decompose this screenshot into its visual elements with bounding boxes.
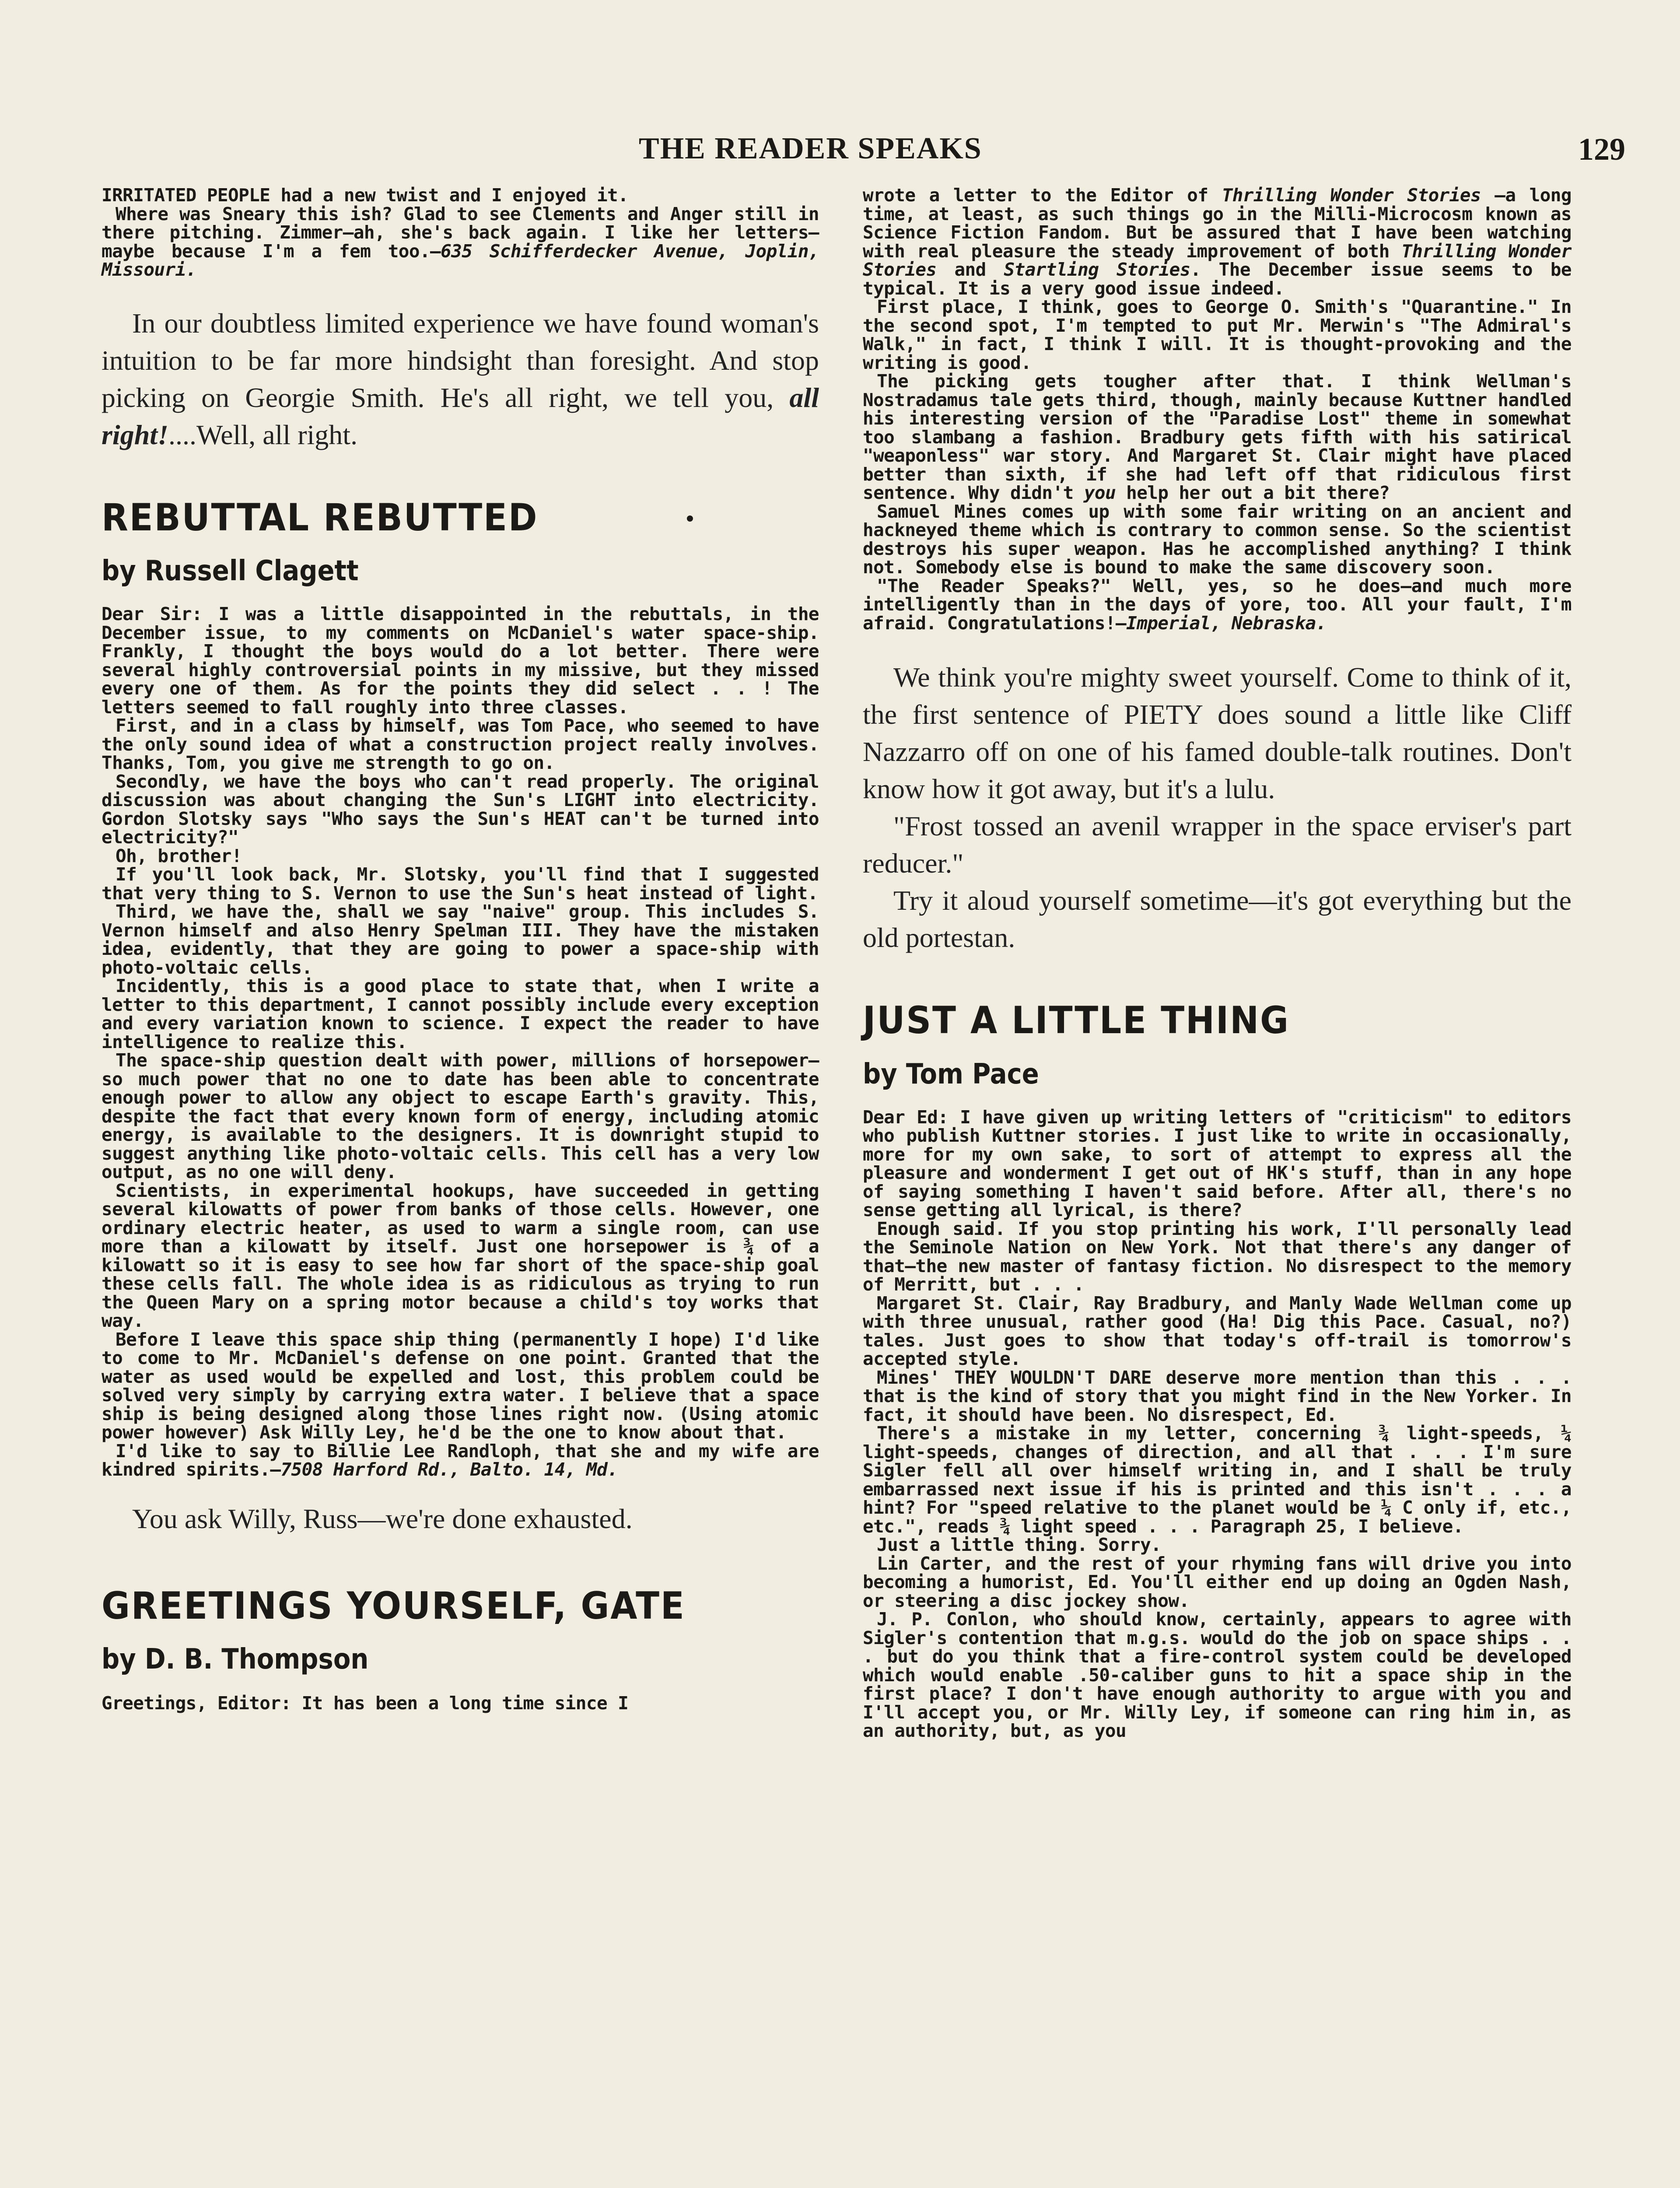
letter-text: —a long time, at least, as such things go in the Milli-Microcosm known as Science Fiction Fandom. But be assured that I have been watching with real pleasure the steady improvement of both xyxy=(863,185,1572,262)
magazine-name: Startling Stories xyxy=(1004,259,1190,280)
letter-text: The picking gets tougher after that. I think Wellman's Nostradamus tale gets third, though, mainly because Kuttner handled his interesting version of the "Paradise Lost" theme in somewhat too slambang a fashion. Bradbury gets fifth with his satirical "weaponless" war story. And Margaret St. Clair might have placed better than sixth, if she had left off that ridiculous first sentence. Why didn't xyxy=(863,371,1572,503)
letter-text: wrote a letter to the Editor of xyxy=(863,185,1222,206)
letter-paragraph: Dear Sir: I was a little disappointed in the rebuttals, in the December issue, to my comments on McDaniel's water space-ship. Frankly, I thought the boys would do a lot better. There were several highly controversial points in my missive, but they missed every one of them. As for the points they did select . . ! The letters seemed to fall roughly into three classes. xyxy=(102,603,819,718)
letter-paragraph: The space-ship question dealt with power, millions of horsepower—so much power that no one to date has been able to concentrate enough power to allow any object to escape Earth's gravity. This, despite the fact that every known form of energy, including atomic energy, is available to the designers. It is downright stupid to suggest anything like photo-voltaic cells. This cell has a very low output, as no one will deny. xyxy=(102,1050,819,1183)
letter-paragraph: IRRITATED PEOPLE had a new twist and I enjoyed it. xyxy=(102,185,629,206)
letter-paragraph: Margaret St. Clair, Ray Bradbury, and Manly Wade Wellman come up with three unusual, rather good (Ha! Dig this Pace. Casual, no?) tales. Just goes to show that today's off-trail is tomorrow's accepted style. xyxy=(863,1292,1572,1370)
letter-paragraph: J. P. Conlon, who should know, certainly, appears to agree with Sigler's contention that m.g.s. would do the job on space ships . . . but do you think that a fire-control system could be developed which would enable .50-caliber guns to hit a space ship in the first place? I don't have enough authority to argue with you and I'll accept you, or Mr. Willy Ley, if someone can ring him in, as an authority, but, as you xyxy=(863,1609,1572,1742)
letter-paragraph xyxy=(863,372,1572,502)
letter-paragraph: Dear Ed: I have given up writing letters of "criticism" to editors who publish Kuttner stories. I just like to write in occasionally, more for my own sake, to sort of attempt to express all the pleasure and wonderment I get out of HK's stuff, than in any hope of saying something I haven't said before. After all, there's no sense getting all lyrical, is there? xyxy=(863,1106,1572,1221)
page-number: 129 xyxy=(1578,132,1625,167)
letter-paragraph: There's a mistake in my letter, concerning ¾ light-speeds, ¼ light-speeds, changes of direction, and all that . . . I'm sure Sigler fell all over himself writing in, and I shall be truly embarrassed next issue if his is printed and this isn't . . . a hint? For "speed relative to the planet would be ¼ C only if, etc., etc.", reads ¾ light speed . . . Paragraph 25, I believe. xyxy=(863,1423,1572,1537)
running-head: THE READER SPEAKS xyxy=(639,132,982,165)
letter-paragraph xyxy=(863,577,1572,633)
letter-text: "The Reader Speaks?" Well, yes, so he does—and much more intelligently than in the days of yore, too. All your fault, I'm afraid. Congratulations!— xyxy=(863,575,1572,634)
editor-reply xyxy=(863,659,1572,956)
letter-paragraph xyxy=(863,186,1572,298)
letter-paragraph: First place, I think, goes to George O. Smith's "Quarantine." In the second spot, I'm tempted to put Mr. Merwin's "The Admiral's Walk," in fact, I think I will. It is thought-provoking and the writing is good. xyxy=(863,296,1572,373)
reply-paragraph: We think you're mighty sweet yourself. Come to think of it, the first sentence of PIETY does sound a little like Cliff Nazzarro off on one of his famed double-talk routines. Don't know how it got away, but it's a lulu. xyxy=(863,662,1572,804)
letter-paragraph: Secondly, we have the boys who can't read properly. The original discussion was about changing the Sun's LIGHT into electricity. Gordon Slotsky says "Who says the Sun's HEAT can't be turned into electricity?" xyxy=(102,771,819,848)
reply-paragraph: Try it aloud yourself sometime—it's got everything but the old portestan. xyxy=(863,885,1572,953)
letter-text: help her out a bit there? xyxy=(1116,482,1390,503)
letter-text: and xyxy=(936,259,1004,280)
letter-paragraph: Just a little thing. Sorry. xyxy=(877,1534,1162,1556)
byline-thompson: by D. B. Thompson xyxy=(102,1643,369,1676)
little-thing-letter xyxy=(863,1108,1572,1740)
magazine-name: Thrilling Wonder Stories xyxy=(1222,185,1481,206)
separator-dot xyxy=(687,515,693,522)
intro-letter xyxy=(102,186,819,279)
section-title-greetings: GREETINGS YOURSELF, GATE xyxy=(102,1584,686,1628)
letter-paragraph: Lin Carter, and the rest of your rhyming fans will drive you into becoming a humorist, Ed. You'll either end up doing an Ogden Nash, or steering a disc jockey show. xyxy=(863,1553,1572,1611)
letter-paragraph: Greetings, Editor: It has been a long time since I xyxy=(102,1693,629,1714)
letter-paragraph: Enough said. If you stop printing his work, I'll personally lead the Seminole Nation on New York. Not that there's any danger of that—the new master of fantasy fiction. No disrespect to the memory of Merritt, but . . . xyxy=(863,1218,1572,1295)
letter-paragraph: If you'll look back, Mr. Slotsky, you'll find that I suggested that very thing to S. Vernon to use the Sun's heat instead of light. xyxy=(102,864,819,904)
editor-reply xyxy=(102,1500,819,1537)
letter-paragraph: Samuel Mines comes up with some fair writing on an ancient and hackneyed theme which is contrary to common sense. So the scientist destroys his super weapon. Has he accomplished anything? I think not. Somebody else is bound to make the same discovery soon. xyxy=(863,501,1572,578)
magazine-name: Thrilling Wonder Stories xyxy=(863,240,1572,280)
letter-text: I'd like to say to Billie Lee Randloph, that she and my wife are kindred spirits.— xyxy=(102,1440,819,1480)
letter-address: 635 Schifferdecker Avenue, Joplin, Missouri. xyxy=(102,240,819,280)
reply-text: ....Well, all right. xyxy=(168,419,358,450)
letter-paragraph xyxy=(102,1442,819,1479)
letter-paragraph: Scientists, in experimental hookups, have succeeded in getting several kilowatts of power from banks of those cells. However, one ordinary electric heater, as used to warm a single room, can use more than a kilowatt by itself. Just one horsepower is ¾ of a kilowatt so it is easy to see how far short of the space-ship goal these cells fall. The whole idea is as ridiculous as trying to run the Queen Mary on a spring motor because a child's toy works that way. xyxy=(102,1180,819,1332)
right-column xyxy=(863,186,1572,1740)
greetings-letter-cont xyxy=(863,186,1572,632)
rebuttal-letter xyxy=(102,605,819,1479)
letter-paragraph: Before I leave this space ship thing (permanently I hope) I'd like to come to Mr. McDaniel's defense on one point. Granted that the water as used would be expelled and lost, this problem could be solved very simply by carrying extra water. I believe that a space ship is being designed along those lines right now. (Using atomic power however) Ask Willy Ley, he'd be the one to know about that. xyxy=(102,1329,819,1443)
letter-paragraph: First, and in a class by himself, was Tom Pace, who seemed to have the only sound idea of what a construction project really involves. Thanks, Tom, you give me strength to go on. xyxy=(102,715,819,774)
reply-quote: "Frost tossed an avenil wrapper in the space erviser's part reducer." xyxy=(863,810,1572,879)
letter-paragraph xyxy=(102,205,819,279)
letter-text: Where was Sneary this ish? Glad to see Clements and Anger still in there pitching. Zimmer—ah, she's back again. I like her letters—maybe because I'm a fem too.— xyxy=(102,203,819,262)
section-title-rebuttal: REBUTTAL REBUTTED xyxy=(102,495,539,540)
letter-paragraph: Mines' THEY WOULDN'T DARE deserve more mention than this . . . that is the kind of story that you might find in the New Yorker. In fact, it should have been. No disrespect, Ed. xyxy=(863,1367,1572,1425)
byline-clagett: by Russell Clagett xyxy=(102,555,359,588)
greetings-letter-start xyxy=(102,1694,819,1713)
reply-paragraph: You ask Willy, Russ—we're done exhausted. xyxy=(132,1503,633,1534)
editor-reply xyxy=(102,305,819,453)
reply-text: In our doubtless limited experience we have found woman's intuition to be far more hindsight than foresight. And stop picking on Georgie Smith. He's all right, we tell you, xyxy=(102,307,819,413)
letter-text: . The December issue seems to be typical. It is a very good issue indeed. xyxy=(863,259,1572,299)
letter-emphasis: you xyxy=(1084,482,1116,503)
left-column xyxy=(102,186,819,1713)
section-title-little-thing: JUST A LITTLE THING xyxy=(863,999,1290,1042)
letter-address: 7508 Harford Rd., Balto. 14, Md. xyxy=(280,1459,618,1480)
byline-pace: by Tom Pace xyxy=(863,1058,1039,1090)
letter-paragraph: Incidently, this is a good place to state that, when I write a letter to this department, I cannot possibly include every exception and every variation known to science. I expect the reader to have intelligence to realize this. xyxy=(102,975,819,1052)
letter-paragraph: Third, we have the, shall we say "naive" group. This includes S. Vernon himself and also Henry Spelman III. They have the mistaken idea, evidently, that they are going to power a space-ship with photo-voltaic cells. xyxy=(102,901,819,978)
letter-address: Imperial, Nebraska. xyxy=(1126,612,1326,634)
reply-emphasis: all right! xyxy=(102,382,819,450)
letter-paragraph: Oh, brother! xyxy=(116,845,242,866)
reply-paragraph xyxy=(102,305,819,453)
